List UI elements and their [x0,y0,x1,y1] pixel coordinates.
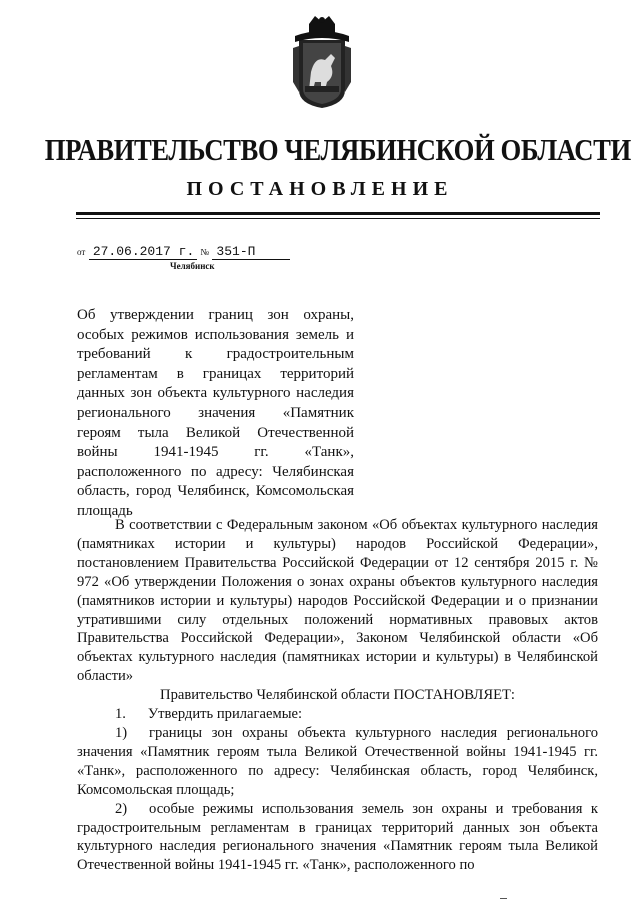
coat-of-arms-emblem [291,12,353,110]
document-city: Челябинск [170,261,215,271]
document-subject [77,306,354,522]
document-type-title: ПОСТАНОВЛЕНИЕ [186,178,454,200]
preamble-paragraph: В соответствии с Федеральным законом «Об объектах культурного наследия (памятниках истории и культуры) народов Российской Федерации», постановлением Правительства Российской Федерации от 12 сентября 2015 г. № 972 «Об утверждении Положения о зонах охраны объектов культурного наследия (памятников истории и культуры) народов Российской Федерации и о признании утратившими силу отдельных положений нормативных правовых актов Правительства Российской Федерации», Законом Челябинской области «Об объектах культурного наследия (памятниках истории и культуры) в Челябинской области» [77,517,598,685]
government-title: ПРАВИТЕЛЬСТВО ЧЕЛЯБИНСКОЙ ОБЛАСТИ [44,132,631,167]
subject-line: войны 1941-1945 гг. «Танк», [77,444,354,461]
item-1: 1. Утвердить прилагаемые: [115,706,303,723]
scan-mark [500,898,507,899]
subject-line: данных зон объекта культурного наследия [77,385,354,402]
decree-line: Правительство Челябинской области ПОСТАНОВЛЯЕТ: [160,687,515,704]
subject-line: расположенного по адресу: Челябинская [77,463,354,480]
subject-line: регламентам в границах территорий [77,365,354,382]
subject-line: требований к градостроительным [77,346,354,363]
number-prefix: № [200,247,209,257]
header-divider-thick [76,212,600,215]
sub-item-2: 2) особые режимы использования земель зон охраны и требования к градостроительным регламентам в границах территорий данных зон объекта культурного наследия регионального значения «Памятник героям тыла Великой Отечественной войны 1941-1945 гг. «Танк», расположенного по [77,800,598,874]
subject-line: область, город Челябинск, Комсомольская [77,483,354,500]
date-prefix: от [77,247,86,257]
subject-line: Об утверждении границ зон охраны, [77,307,354,323]
subject-line: площадь [77,502,133,519]
sub-item-1: 1) границы зон охраны объекта культурного наследия регионального значения «Памятник героям тыла Великой Отечественной войны 1941-1945 гг. «Танк», расположенного по адресу: Челябинская область, город Челябинск, Комсомольская площадь; [77,724,598,798]
document-number: 351-П [212,244,290,260]
subject-line: регионального значения «Памятник [77,404,354,421]
document-date: 27.06.2017 г. [89,244,197,260]
header-divider-thin [76,218,600,219]
subject-line: героям тыла Великой Отечественной [77,424,354,441]
document-body [77,516,598,875]
subject-line: особых режимов использования земель и [77,326,354,343]
date-number-line [77,244,290,260]
